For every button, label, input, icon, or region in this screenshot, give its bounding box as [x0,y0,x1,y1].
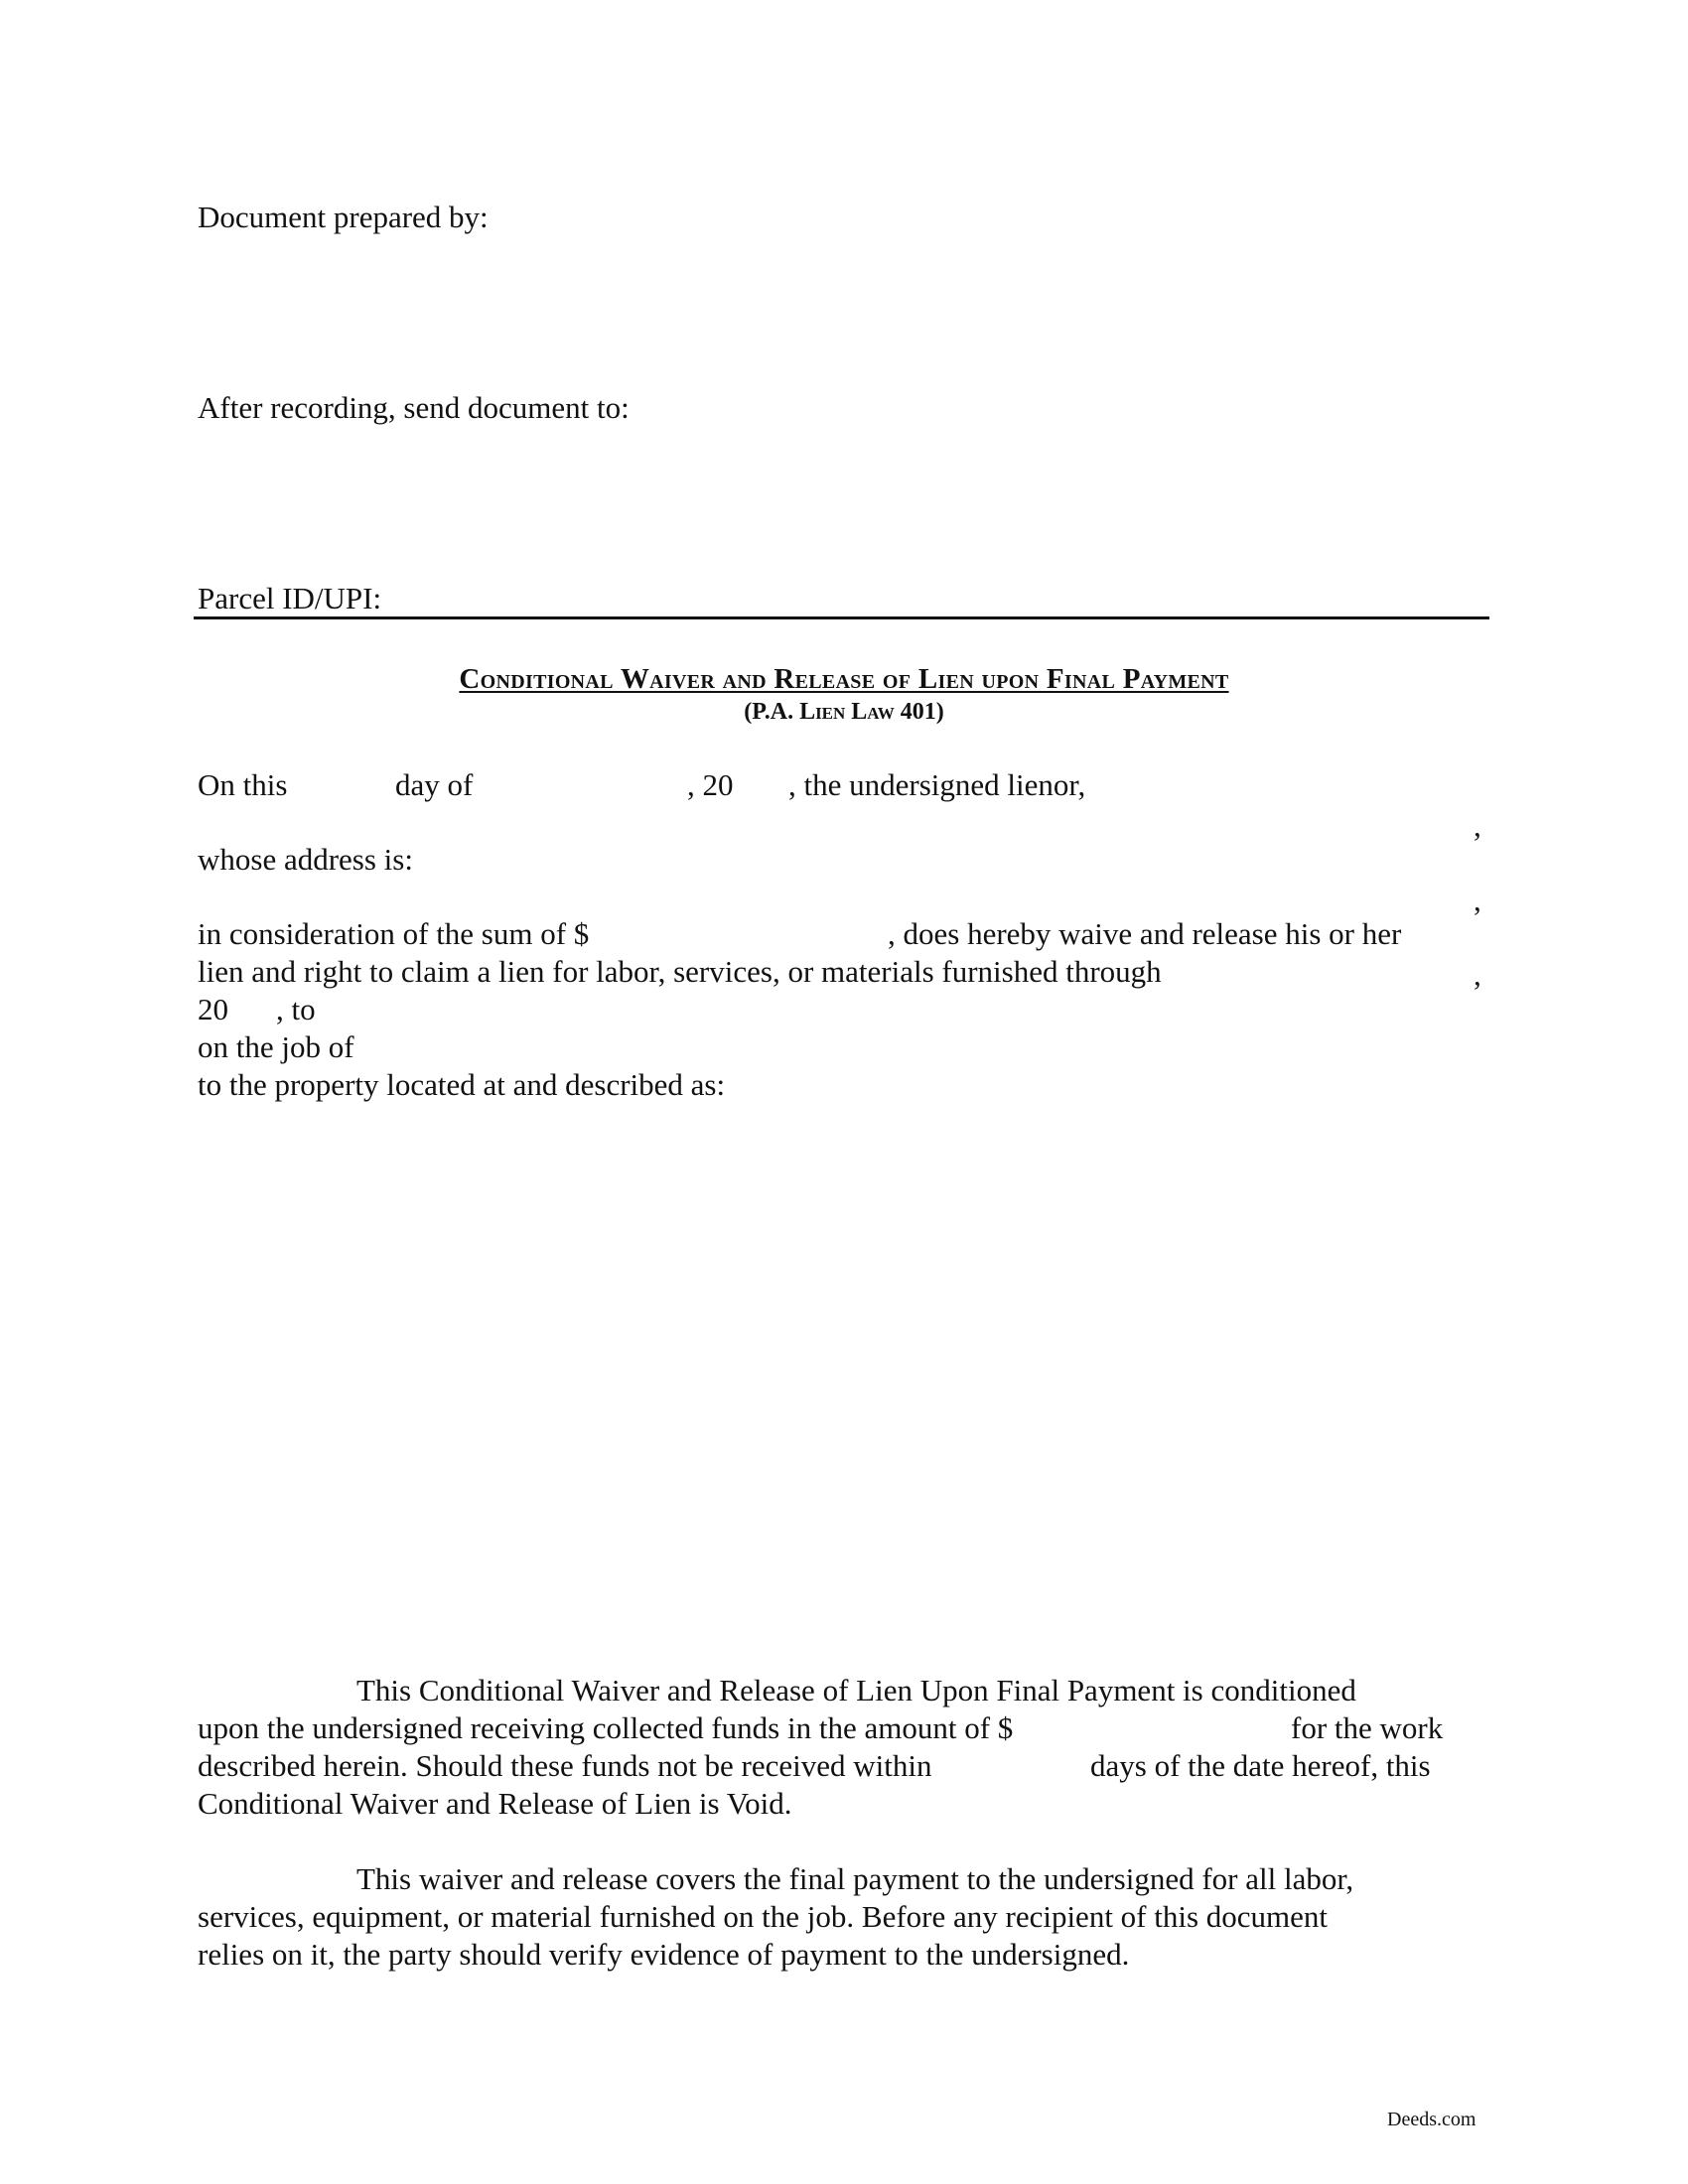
on-this-label: On this [198,767,288,802]
condition-paragraph-line-3a: described herein. Should these funds not be received within [198,1748,932,1783]
year-to-label: , to [276,992,316,1026]
prepared-by-label: Document prepared by: [198,200,489,234]
lienor-label: , the undersigned lienor, [788,767,1086,802]
address-comma: , [1474,883,1481,917]
property-label: to the property located at and described as: [198,1067,726,1102]
header-rule [194,616,1489,619]
coverage-paragraph-line-2: services, equipment, or material furnished on the job. Before any recipient of this document [198,1899,1329,1934]
lienor-comma: , [1474,808,1481,843]
coverage-paragraph-line-1: This waiver and release covers the final payment to the undersigned for all labor, [356,1861,1354,1896]
year-label: , 20 [687,767,734,802]
through-comma: , [1474,957,1481,992]
document-title-text: Conditional Waiver and Release of Lien upon Final Payment [459,663,1229,695]
condition-paragraph-line-3b: days of the date hereof, this [1090,1748,1431,1783]
parcel-label: Parcel ID/UPI: [198,581,382,615]
document-title [0,663,1688,696]
condition-paragraph-line-4: Conditional Waiver and Release of Lien is Void. [198,1786,792,1821]
condition-paragraph-line-2b: for the work [1291,1710,1444,1745]
lien-right-text: lien and right to claim a lien for labor, services, or materials furnished through [198,954,1162,989]
coverage-paragraph-line-3: relies on it, the party should verify evidence of payment to the undersigned. [198,1937,1130,1972]
condition-paragraph-line-1: This Conditional Waiver and Release of Lien Upon Final Payment is conditioned [356,1673,1356,1707]
day-of-label: day of [395,767,474,802]
send-to-label: After recording, send document to: [198,390,630,425]
footer-brand: Deeds.com [1387,2109,1477,2130]
waive-release-text: , does hereby waive and release his or her [888,916,1402,951]
address-label: whose address is: [198,842,413,877]
consideration-label: in consideration of the sum of $ [198,916,590,951]
job-label: on the job of [198,1029,354,1064]
condition-paragraph-line-2a: upon the undersigned receiving collected funds in the amount of $ [198,1710,1014,1745]
document-subtitle: (P.A. Lien Law 401) [744,699,944,725]
year-to-20: 20 [198,992,228,1026]
